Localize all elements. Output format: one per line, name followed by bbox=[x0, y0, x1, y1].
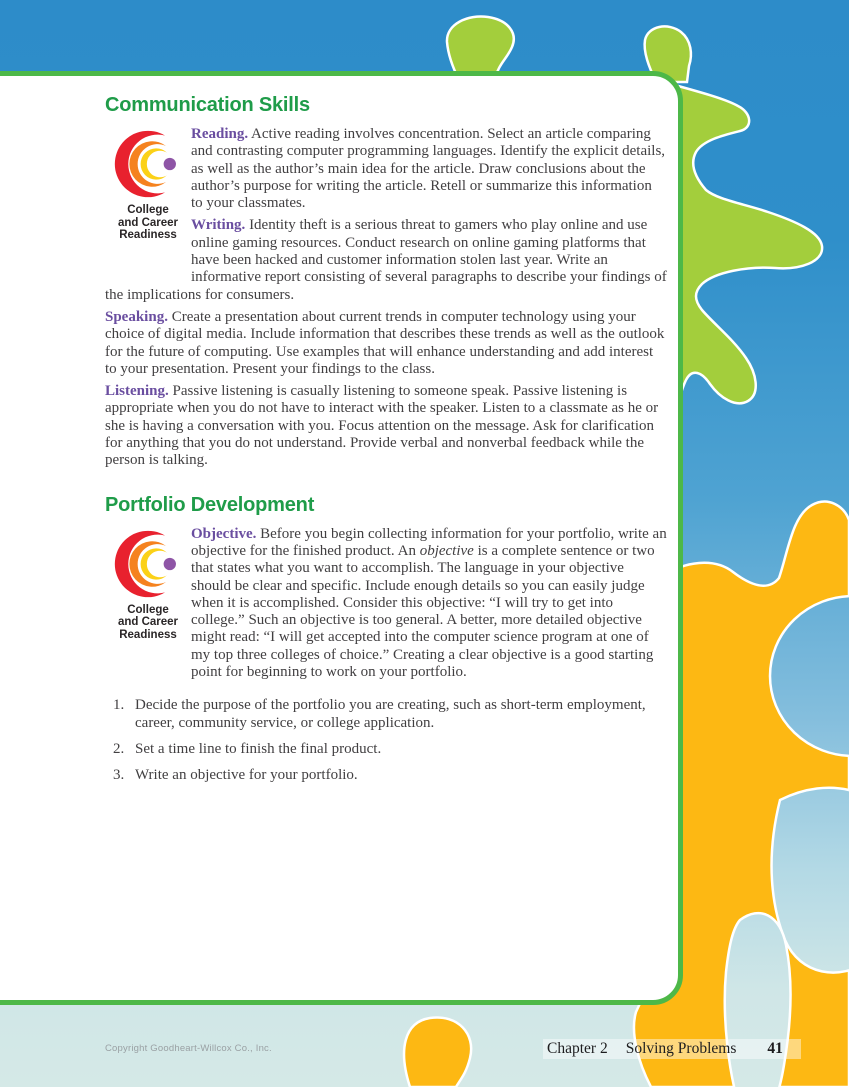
listening-text: Passive listening is casually listening to someone speak. Passive listening is appropriate when you do not have to interact with the speaker. Listen to a classmate as he or she is having a conversation with you. Focus attention on the message. Ask for clarification for anything that you do not understand. Provide verbal and nonverbal feedback while the person is talking. bbox=[105, 383, 659, 469]
page-number: 41 bbox=[767, 1040, 783, 1057]
ccr-label-line: and Career bbox=[117, 616, 179, 629]
listening-lead: Listening. bbox=[105, 383, 169, 400]
ccr-crescents-icon bbox=[112, 129, 184, 199]
speaking-lead: Speaking. bbox=[105, 308, 168, 325]
chapter-label: Chapter 2 bbox=[547, 1040, 608, 1057]
objective-italic-word: objective bbox=[419, 542, 474, 559]
chapter-section-title: Solving Problems bbox=[625, 1040, 737, 1057]
portfolio-section bbox=[105, 526, 667, 682]
speaking-paragraph bbox=[105, 309, 667, 378]
list-item: Decide the purpose of the portfolio you are creating, such as short-term employment, career, community service, or college application. bbox=[135, 697, 646, 731]
list-item: Write an objective for your portfolio. bbox=[135, 767, 358, 784]
ccr-crescents-icon bbox=[112, 529, 184, 599]
writing-text: Identity theft is a serious threat to gamers who play online and use online gaming resources. Conduct research on online gaming platforms that have been hacked and customer information stolen last year. Write an informative report consisting of several paragraphs to describe your findings of the implications for consumers. bbox=[105, 217, 667, 303]
ccr-label-line: Readiness bbox=[119, 229, 177, 241]
college-career-readiness-logo bbox=[105, 526, 191, 666]
communication-skills-heading: Communication Skills bbox=[105, 94, 310, 116]
ccr-label-line: and Career bbox=[117, 216, 179, 229]
page-content bbox=[105, 94, 667, 794]
portfolio-development-heading: Portfolio Development bbox=[105, 493, 315, 516]
ccr-label-line: College bbox=[127, 603, 169, 616]
objective-text-before: Before you begin collecting information for your portfolio, write an objective for the finished product. An bbox=[191, 525, 667, 559]
reading-text: Active reading involves concentration. Select an article comparing and contrasting computer programming languages. Identify the explicit details, as well as the author’s main idea for the article. Draw conclusions about the author’s purpose for writing the article. Retell or summarize this information to your classmates. bbox=[191, 126, 666, 212]
communication-section bbox=[105, 126, 667, 470]
writing-lead: Writing. bbox=[191, 217, 246, 234]
listening-paragraph bbox=[105, 383, 667, 469]
footer-chapter-info bbox=[547, 1040, 783, 1058]
portfolio-steps-list bbox=[105, 697, 667, 784]
ccr-label bbox=[105, 204, 191, 242]
speaking-text: Create a presentation about current trends in computer technology using your choice of digital media. Include information that describes these trends as well as the outlook for the future of computing. Use examples that will enhance understanding and add interest to your presentation. Present your findings to the class. bbox=[105, 308, 665, 377]
ccr-label bbox=[105, 604, 191, 642]
ccr-label-line: College bbox=[127, 204, 169, 216]
ccr-label-line: Readiness bbox=[119, 628, 177, 641]
college-career-readiness-logo bbox=[105, 126, 191, 274]
objective-lead: Objective. bbox=[191, 525, 257, 542]
objective-text-after: is a complete sentence or two that states what you want to accomplish. The language in your objective should be clear and specific. Include enough details so you can easily judge when it is accomplished. Consider this objective: “I will try to get into college.” Such an objective is too general. A better, more detailed objective might read: “I will get accepted into the computer science program at one of my top three colleges of choice.” Creating a clear objective is a good starting point for beginning to work on your portfolio. bbox=[191, 542, 655, 681]
reading-lead: Reading. bbox=[191, 126, 249, 142]
list-item: Set a time line to finish the final product. bbox=[135, 740, 382, 757]
copyright-notice: Copyright Goodheart-Willcox Co., Inc. bbox=[105, 1043, 272, 1054]
